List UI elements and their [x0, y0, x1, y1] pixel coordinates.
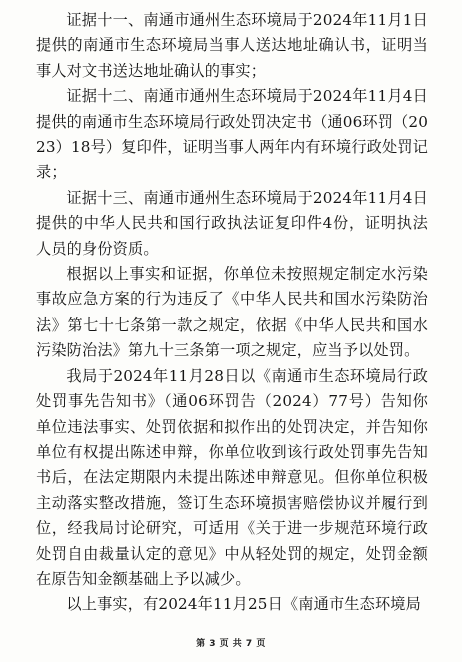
paragraph-evidence-11: 证据十一、南通市通州生态环境局于2024年11月1日提供的南通市生态环境局当事人送达地址确认书，证明当事人对文书送达地址确认的事实；: [36, 11, 428, 80]
paragraph-evidence-12: 证据十二、南通市通州生态环境局于2024年11月4日提供的南通市生态环境局行政处罚决定书（通06环罚（2023）18号）复印件，证明当事人两年内有环境行政处罚记录；: [36, 87, 429, 182]
paragraph-evidence-13: 证据十三、南通市通州生态环境局于2024年11月4日提供的中华人民共和国行政执法证复印件4份，证明执法人员的身份资质。: [36, 188, 428, 258]
paragraph-legal-basis: 根据以上事实和证据，你单位未按照规定制定水污染事故应急方案的行为违反了《中华人民共和国水污染防治法》第七十七条第一款之规定，依据《中华人民共和国水污染防治法》第九十三条第一项之规定，应当予以处罚。: [36, 265, 428, 360]
paragraph-prior-notice: 我局于2024年11月28日以《南通市生态环境局行政处罚事先告知书》（通06环罚告（2024）77号）告知你单位违法事实、处罚依据和拟作出的处罚决定，并告知你单位有权提出陈述申辩，你单位收到该行政处罚事先告知书后，在法定期限内未提出陈述申辩意见。但你单位积极主动落实整改措施，签订生态环境损害赔偿协议并履行到位，经我局讨论研究，可适用《关于进一步规范环境行政处罚自由裁量认定的意见》中从轻处罚的规定，处罚金额在原告知金额基础上予以减少。: [36, 366, 428, 588]
paragraph-facts-continued: 以上事实，有2024年11月25日《南通市生态环境局: [66, 595, 421, 614]
page-number-footer: 第 3 页 共 7 页: [196, 639, 266, 649]
document-body: [36, 8, 428, 618]
